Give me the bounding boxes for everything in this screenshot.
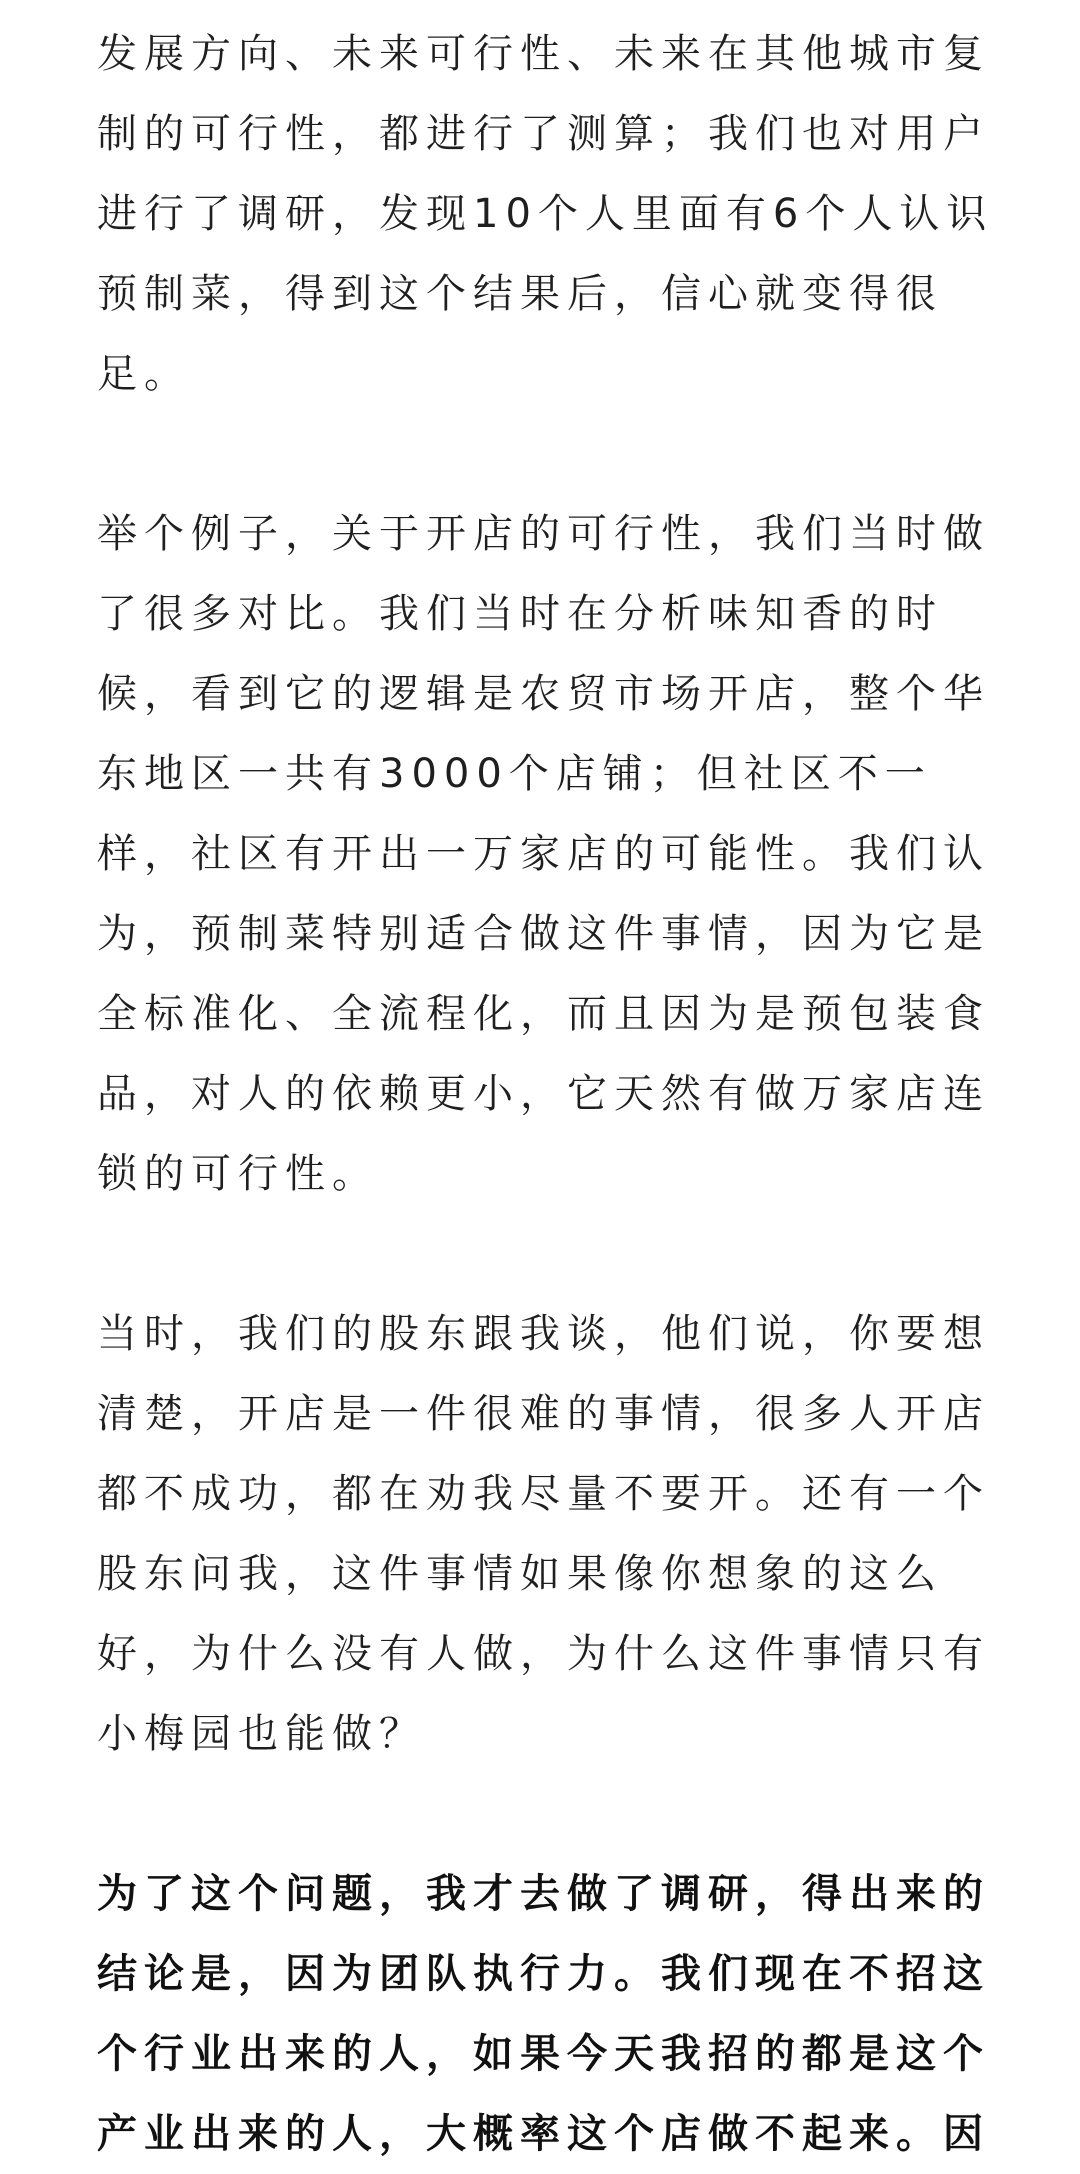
text-line: 清楚，开店是一件很难的事情，很多人开店 <box>97 1391 990 1437</box>
text-line: 制的可行性，都进行了测算；我们也对用户 <box>97 111 990 157</box>
text-line: 为，预制菜特别适合做这件事情，因为它是 <box>97 911 990 957</box>
text-line: 进行了调研，发现10个人里面有6个人认识 <box>97 191 994 237</box>
paragraph-2 <box>97 494 990 1214</box>
text-line: 品，对人的依赖更小，它天然有做万家店连 <box>97 1071 990 1117</box>
paragraph-1 <box>97 14 994 414</box>
text-line: 当时，我们的股东跟我谈，他们说，你要想 <box>97 1311 990 1357</box>
text-line: 好，为什么没有人做，为什么这件事情只有 <box>97 1631 990 1677</box>
text-line: 产业出来的人，大概率这个店做不起来。因 <box>97 2111 990 2157</box>
article-body <box>97 14 994 2174</box>
text-line: 样，社区有开出一万家店的可能性。我们认 <box>97 831 990 877</box>
text-line: 股东问我，这件事情如果像你想象的这么 <box>97 1551 943 1597</box>
text-line: 了很多对比。我们当时在分析味知香的时 <box>97 591 943 637</box>
text-line: 个行业出来的人，如果今天我招的都是这个 <box>97 2031 990 2077</box>
text-line: 候，看到它的逻辑是农贸市场开店，整个华 <box>97 671 990 717</box>
text-line: 东地区一共有3000个店铺；但社区不一 <box>97 751 932 797</box>
paragraph-4-bold <box>97 1854 990 2174</box>
text-line: 足。 <box>97 351 191 397</box>
text-line: 发展方向、未来可行性、未来在其他城市复 <box>97 31 990 77</box>
text-line: 全标准化、全流程化，而且因为是预包装食 <box>97 991 990 1037</box>
text-line: 预制菜，得到这个结果后，信心就变得很 <box>97 271 943 317</box>
text-line: 小梅园也能做？ <box>97 1711 426 1757</box>
text-line: 举个例子，关于开店的可行性，我们当时做 <box>97 511 990 557</box>
text-line: 都不成功，都在劝我尽量不要开。还有一个 <box>97 1471 990 1517</box>
text-line: 锁的可行性。 <box>97 1151 379 1197</box>
paragraph-3 <box>97 1294 990 1774</box>
text-line: 结论是，因为团队执行力。我们现在不招这 <box>97 1951 990 1997</box>
text-line: 为了这个问题，我才去做了调研，得出来的 <box>97 1871 990 1917</box>
